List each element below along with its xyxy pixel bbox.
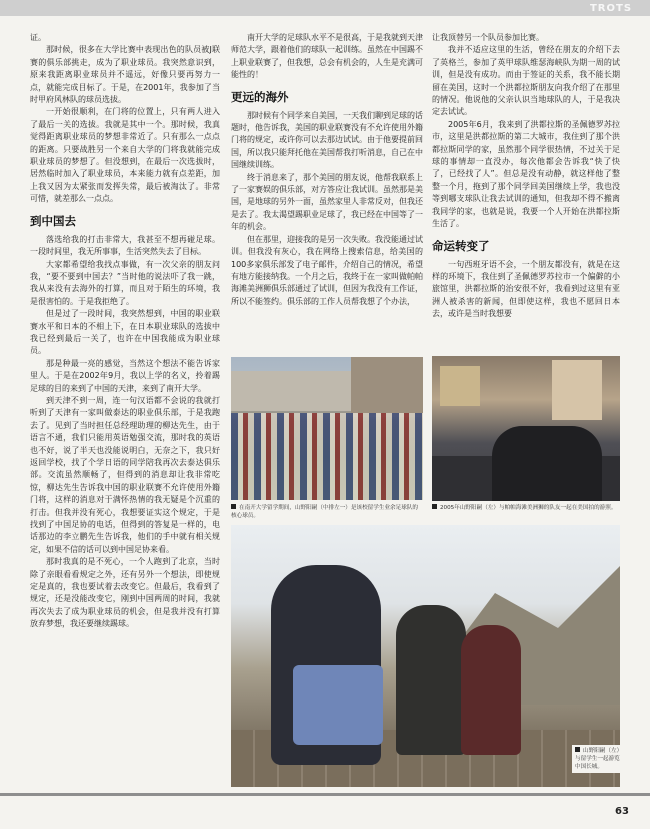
section-heading: 到中国去	[30, 213, 76, 228]
paragraph: 那时候有个同学来自美国，一天我们聊到足球的话题时，他告诉我，美国的职业联赛没有不允许使用外籍门将的规定，或许你可以去那边试试。由于他要提前回国，所以我只能拜托他在美国帮我打听消息，自己在中国继续训练。	[231, 110, 423, 170]
header-bar	[0, 0, 650, 16]
street-photo	[432, 356, 620, 501]
column-1	[30, 32, 220, 631]
paragraph: 证。	[30, 33, 46, 42]
paragraph: 但是过了一段时间，我突然想到，中国的职业联赛水平和日本的不相上下，在日本职业球队的选拔中我已经到最后一关了，也许在中国我能成为职业球员。	[30, 309, 220, 356]
section-heading: 更远的海外	[231, 89, 289, 104]
section-heading: 命运转变了	[432, 238, 490, 253]
paragraph: 那时我真的是不死心，一个人跑到了北京，当时除了亲眼看看规定之外，还有另外一个想法，即使规定是真的，我也要试着去改变它。但最后，我看到了规定，还是没能改变它，刚到中国两周的时间，我就再次失去了成为职业球员的机会，但是我并没有打算放弃梦想，我还要继续踢球。	[30, 557, 220, 629]
photo-caption: 2005年山野阳嗣（左）与帕帕海滩美洲狮的队友一起在美国拍的游照。	[432, 504, 620, 512]
paragraph: 让我顶替另一个队员参加比赛。	[432, 33, 544, 42]
column-3	[432, 32, 620, 321]
paragraph: 到天津不到一周，连一句汉语都不会说的我就打听到了天津有一家叫做泰达的职业俱乐部，于是我跑去了。见到了当时担任总经理助理的柳达先生，由于语言不通，我们只能用英语勉强交流，那时我的英语也不好，说了半天也没能说明白，无奈之下，我只好返回学校，找了个学日语的同学陪我再次去泰达俱乐部。交流虽然顺畅了，但得到的消息却让我非常吃惊，柳达先生告诉我中国的职业联赛不允许使用外籍门将，这样的消息对于满怀热情的我无疑是个沉重的打击。但我并没有死心，我想要证实这个规定，于是找到了中国足协的电话，但得到的答复是一样的，电话那边的李立鹏先生告诉我，他们的手中就有相关规定，如果不信的话可以到中国足协来看。	[30, 395, 220, 554]
footer-divider	[0, 793, 650, 796]
paragraph: 大家都希望给我找点事做，有一次父亲的朋友问我，“要不要到中国去？”当时他的说法吓了我一跳，我从来没有去海外的打算，而且对于陌生的环境，我是很害怕的。于是我拒绝了。	[30, 259, 220, 306]
caption-square-icon	[231, 504, 236, 509]
paragraph: 终于消息来了，那个美国的朋友说，他帮我联系上了一家赛娱的俱乐部，对方答应让我试训。虽然那是美国，是地球的另外一面，虽然家里人非常反对，但我还是去了。我太渴望踢职业足球了，我已经在中国等了一年的机会。	[231, 172, 423, 232]
paragraph: 一开始很顺利，在门将的位置上，只有两人进入了最后一关的选拔。我就是其中一个。那时候，我真觉得距离职业球员的梦想非常近了。只有那么一点点的距离。只要战胜另一个来自大学的门将我就能完成职业球员的梦想了。但没想到，在最后一次选拔时，居然临时加入了职业球员，本来能力就有点差距，加上我又因为太紧张而发挥失常，最后被淘汰了。非常可惜，就差那么一点点。	[30, 107, 220, 204]
paragraph: 但在那里，迎接我的是另一次失败。我没能通过试训。但我没有灰心，我在网络上搜索信息，给美国的100多家俱乐部发了电子邮件，介绍自己的情况，希望有地方能接纳我。一个月之后，我终于在一家叫做帕帕海滩美洲狮俱乐部通过了试训，但因为我没有工作证，所以不能签约。俱乐部的工作人员帮我想了个办法，	[231, 234, 423, 306]
caption-square-icon	[575, 747, 580, 752]
paragraph: 那时候，很多在大学比赛中表现出色的队员被J联赛的俱乐部挑走，成为了职业球员。我突然意识到，原来我距离职业球员并不遥远，好像只要再努力一点，就能完成目标了。于是，在2001年，我参加了当时甲府风林队的球员选拔。	[30, 45, 220, 105]
paragraph: 2005年6月，我来到了洪都拉斯的圣佩德罗苏拉市，这里是洪都拉斯的第二大城市，我住到了那个洪都拉斯同学的家，虽然那个同学很热情，不过关于足球的事情却一直没办，每次他都会告诉我“快了快了，已经找了人”。但总是没有动静，就这样他了整整一个月，拖到了那个同学回美国继续上学，我也没等到哪支球队让我去试训的通知，但我却不得不搬离我同学的家，也就是说，我要一个人开始在洪都拉斯生活了。	[432, 119, 620, 229]
caption-square-icon	[432, 504, 437, 509]
page-number: 63	[615, 806, 629, 817]
paragraph: 一句西班牙语不会，一个朋友都没有，就是在这样的环境下，我住到了圣佩德罗苏拉市一个偏僻的小旅馆里，洪都拉斯的治安很不好，我看到过这里有亚洲人被杀害的新闻，但即使这样，我也不愿回日本去，或许是当时我想要	[432, 259, 620, 319]
paragraph: 我并不适应这里的生活，曾经在朋友的介绍下去了英格兰，参加了英甲球队维瑟海峡队为期一周的试训，但是没有成功。而由于签证的关系，我不能长期留在美国，这时一个洪都拉斯朋友向我介绍了在那里的情况。他说他的父亲认识当地球队的人，于是我决定去试试。	[432, 45, 620, 117]
paragraph: 南开大学的足球队水平不是很高，于是我就到天津师范大学，跟着他们的球队一起训练。虽然在中国踢不上职业联赛了，但我想，总会有机会的，人生是充满可能性的！	[231, 33, 423, 80]
section-tab: TROTS	[589, 3, 633, 14]
paragraph: 落选给我的打击非常大，我甚至不想再碰足球。一段时间里，我无所事事，生活突然失去了目标。	[30, 234, 220, 257]
photo-caption: 山野阳嗣（左）与留学生一起游览中国长城。	[572, 745, 623, 773]
paragraph: 那是种最一亮的感觉，当然这个想法不能告诉家里人。于是在2002年9月，我以上学的名义，拎着踢足球的目的来到了中国的天津，来到了南开大学。	[30, 358, 220, 393]
column-2	[231, 32, 423, 308]
great-wall-photo	[231, 525, 620, 787]
photo-caption: 在南开大学留学期间，山野阳嗣（中排左一）是该校留学生业余足球队的核心球员。	[231, 505, 419, 519]
team-group-photo	[231, 357, 423, 500]
